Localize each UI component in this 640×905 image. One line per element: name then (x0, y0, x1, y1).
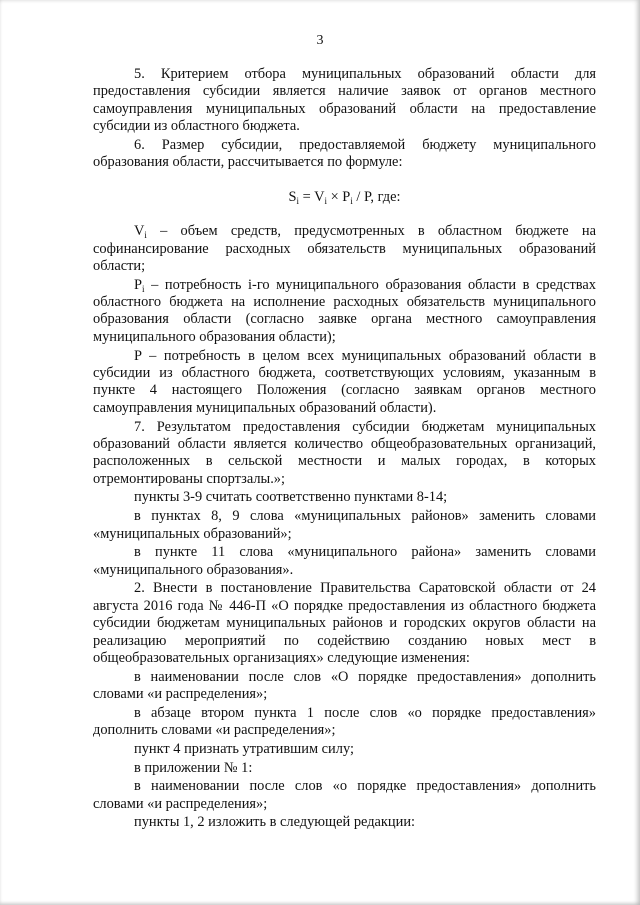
definition-vi (93, 223, 596, 275)
definition-vi-text: – объем средств, предусмотренных в областном бюджете на софинансирование расходных обязательств муниципальных образований области; (93, 223, 596, 274)
definition-vi-sub: i (144, 230, 147, 241)
paragraph-result: 7. Результатом предоставления субсидии бюджетам муниципальных образований области является количество общеобразовательных организаций, расположенных в сельской местности и малых городах, в которых отремонтированы спортзалы.»; (93, 418, 596, 487)
paragraph-amend-446p: 2. Внести в постановление Правительства Саратовской области от 24 августа 2016 года № 446-П «О порядке предоставления из областного бюджета субсидии бюджетам муниципальных районов и городских округов области на реализацию мероприятий по содействию созданию новых мест в общеобразовательных организациях» следующие изменения: (93, 580, 596, 666)
document-body (93, 66, 596, 833)
page-number: 3 (316, 33, 324, 48)
definition-pi-sub: i (142, 283, 145, 294)
paragraph-appendix-1: в приложении № 1: (134, 759, 253, 776)
paragraph-point-1-change: в абзаце втором пункта 1 после слов «о порядке предоставления» дополнить словами «и распределения»; (93, 704, 596, 739)
definition-pi (93, 277, 596, 347)
paragraph-criterion: 5. Критерием отбора муниципальных образований области для предоставления субсидии является наличие заявок от органов местного самоуправления муниципальных образований области на предоставление субсидии из областного бюджета. (93, 66, 596, 135)
definition-pi-symbol: P (134, 276, 143, 293)
paragraph-appendix-title-change: в наименовании после слов «о порядке предоставления» дополнить словами «и распределения»; (93, 778, 596, 812)
definition-p (93, 348, 596, 418)
formula (93, 189, 596, 206)
paragraph-renumber: пункты 3-9 считать соответственно пунктами 8-14; (134, 489, 448, 506)
paragraph-point-11: в пункте 11 слова «муниципального района» заменить словами «муниципального образования». (93, 544, 596, 578)
paragraph-title-change: в наименовании после слов «О порядке предоставления» дополнить словами «и распределения»; (93, 668, 596, 703)
formula-p-sub: i (350, 195, 353, 206)
formula-v: V (314, 188, 325, 205)
formula-v-sub: i (324, 195, 327, 206)
definition-p-text: – потребность в целом всех муниципальных образований области в субсидии из областного бюджета, соответствующих условиям, указанным в пункте 4 настоящего Положения (согласно заявкам органов местного самоуправления муниципальных образований области). (93, 347, 596, 416)
definition-vi-symbol: V (134, 223, 145, 240)
formula-p: P (342, 188, 351, 205)
formula-times: × (326, 188, 343, 205)
paragraph-points-1-2: пункты 1, 2 изложить в следующей редакции: (134, 814, 416, 831)
paragraph-subsidy-size: 6. Размер субсидии, предоставляемой бюджету муниципального образования области, рассчитывается по формуле: (93, 136, 596, 171)
definition-pi-text: – потребность i-го муниципального образования области в средствах областного бюджета на исполнение расходных обязательств муниципального образования области (согласно заявке органа местного самоуправления муниципального образования области); (93, 276, 596, 345)
formula-s-sub: i (296, 195, 299, 206)
formula-rest: / P, где: (352, 188, 401, 205)
paragraph-point-4-repeal: пункт 4 признать утратившим силу; (134, 740, 354, 757)
formula-s: S (288, 188, 297, 205)
formula-eq: = (299, 188, 315, 205)
paragraph-points-8-9: в пунктах 8, 9 слова «муниципальных районов» заменить словами «муниципальных образований»; (93, 508, 596, 542)
definition-p-symbol: P (134, 347, 142, 364)
